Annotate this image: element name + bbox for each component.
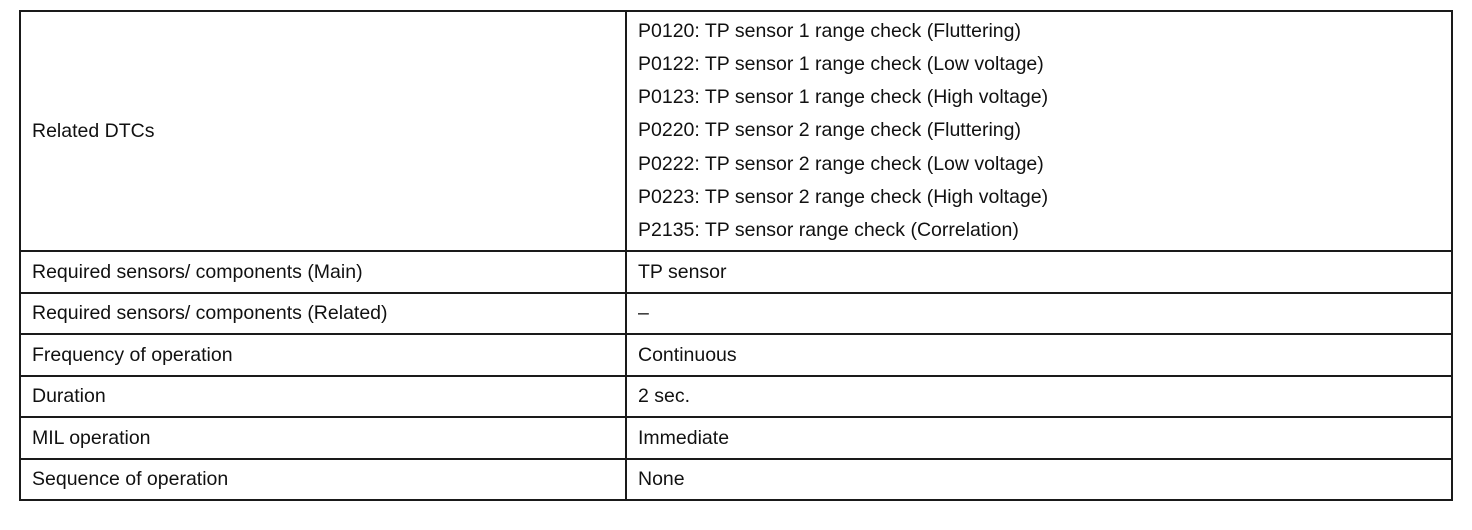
dtc-item-p0223: P0223: TP sensor 2 range check (High voltage) <box>638 185 1049 208</box>
dtc-item-p0123: P0123: TP sensor 1 range check (High voltage) <box>638 86 1049 109</box>
dtc-item-p0220: P0220: TP sensor 2 range check (Fluttering) <box>638 119 1021 142</box>
sequence-row <box>20 459 1452 501</box>
related-dtcs-value <box>626 11 1452 251</box>
dtc-item-p0120: P0120: TP sensor 1 range check (Fluttering) <box>638 20 1021 43</box>
frequency-value: Continuous <box>626 334 1452 376</box>
required-related-value: – <box>626 293 1452 335</box>
dtc-item-p0122: P0122: TP sensor 1 range check (Low voltage) <box>638 53 1044 76</box>
duration-value: 2 sec. <box>626 376 1452 418</box>
required-related-row <box>20 293 1452 335</box>
related-dtcs-row <box>20 11 1452 251</box>
mil-operation-value: Immediate <box>626 417 1452 459</box>
required-main-label: Required sensors/ components (Main) <box>20 251 626 293</box>
required-main-value: TP sensor <box>626 251 1452 293</box>
mil-operation-label: MIL operation <box>20 417 626 459</box>
mil-operation-row <box>20 417 1452 459</box>
duration-label: Duration <box>20 376 626 418</box>
related-dtcs-label: Related DTCs <box>20 11 626 251</box>
sequence-label: Sequence of operation <box>20 459 626 501</box>
frequency-row <box>20 334 1452 376</box>
dtc-item-p0222: P0222: TP sensor 2 range check (Low voltage) <box>638 152 1044 175</box>
duration-row <box>20 376 1452 418</box>
frequency-label: Frequency of operation <box>20 334 626 376</box>
required-related-label: Required sensors/ components (Related) <box>20 293 626 335</box>
required-main-row <box>20 251 1452 293</box>
dtc-list <box>638 15 1451 247</box>
monitor-spec-table <box>19 10 1453 501</box>
sequence-value: None <box>626 459 1452 501</box>
dtc-item-p2135: P2135: TP sensor range check (Correlation) <box>638 218 1019 241</box>
